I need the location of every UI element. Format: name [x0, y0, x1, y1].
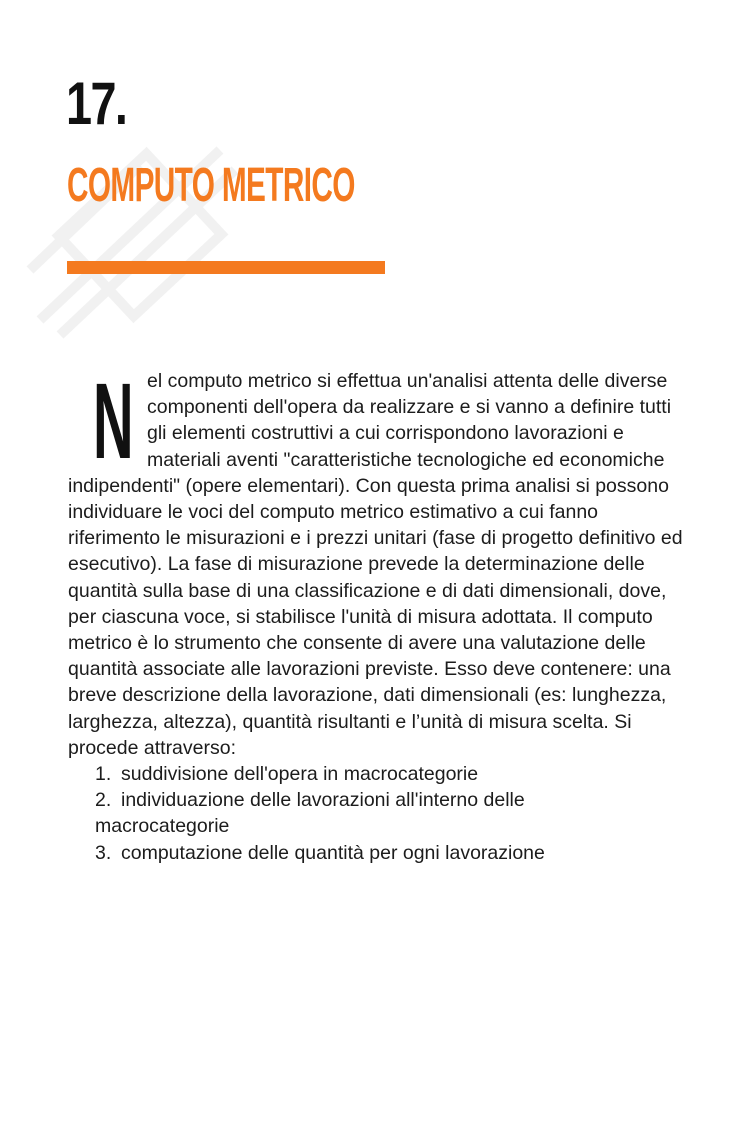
watermark-logo — [20, 120, 260, 350]
chapter-number: 17. — [66, 70, 127, 137]
list-item — [68, 840, 688, 866]
steps-list — [68, 761, 688, 866]
list-item-number: 3. — [95, 841, 112, 864]
drop-cap: N — [93, 360, 134, 481]
list-item — [68, 761, 688, 787]
chapter-title: COMPUTO METRICO — [67, 159, 355, 212]
title-underline-bar — [67, 261, 385, 274]
list-item — [68, 787, 688, 839]
list-item-number: 2. — [95, 789, 112, 812]
list-item-text: computazione delle quantità per ogni lavorazione — [121, 841, 545, 864]
list-item-number: 1. — [95, 763, 112, 786]
body-text — [68, 360, 688, 866]
main-paragraph: el computo metrico si effettua un'analisi attenta delle diverse componenti dell'opera da realizzare e si vanno a definire tutti gli elementi costruttivi a cui corrispondono lavorazioni e materiali aventi "caratteristiche tecnologiche ed economiche indipendenti" (opere elementari). Con questa prima analisi si possono individuare le voci del computo metrico estimativo a cui fanno riferimento le misurazioni e i prezzi unitari (fase di progetto definitivo ed esecutivo). La fase di misurazione prevede la determinazione delle quantità sulla base di una classificazione e di dati dimensionali, dove, per ciascuna voce, si stabilisce l'unità di misura adottata. Il computo metrico è lo strumento che consente di avere una valutazione delle quantità associate alle lavorazioni previste. Esso deve contenere: una breve descrizione della lavorazione, dati dimensionali (es: lunghezza, larghezza, altezza), quantità risultanti e l’unità di misura scelta. Si procede attraverso: — [68, 370, 683, 759]
list-item-text: individuazione delle lavorazioni all'interno delle — [121, 789, 525, 812]
list-item-continuation: macrocategorie — [95, 815, 230, 838]
list-item-text: suddivisione dell'opera in macrocategorie — [121, 763, 479, 786]
